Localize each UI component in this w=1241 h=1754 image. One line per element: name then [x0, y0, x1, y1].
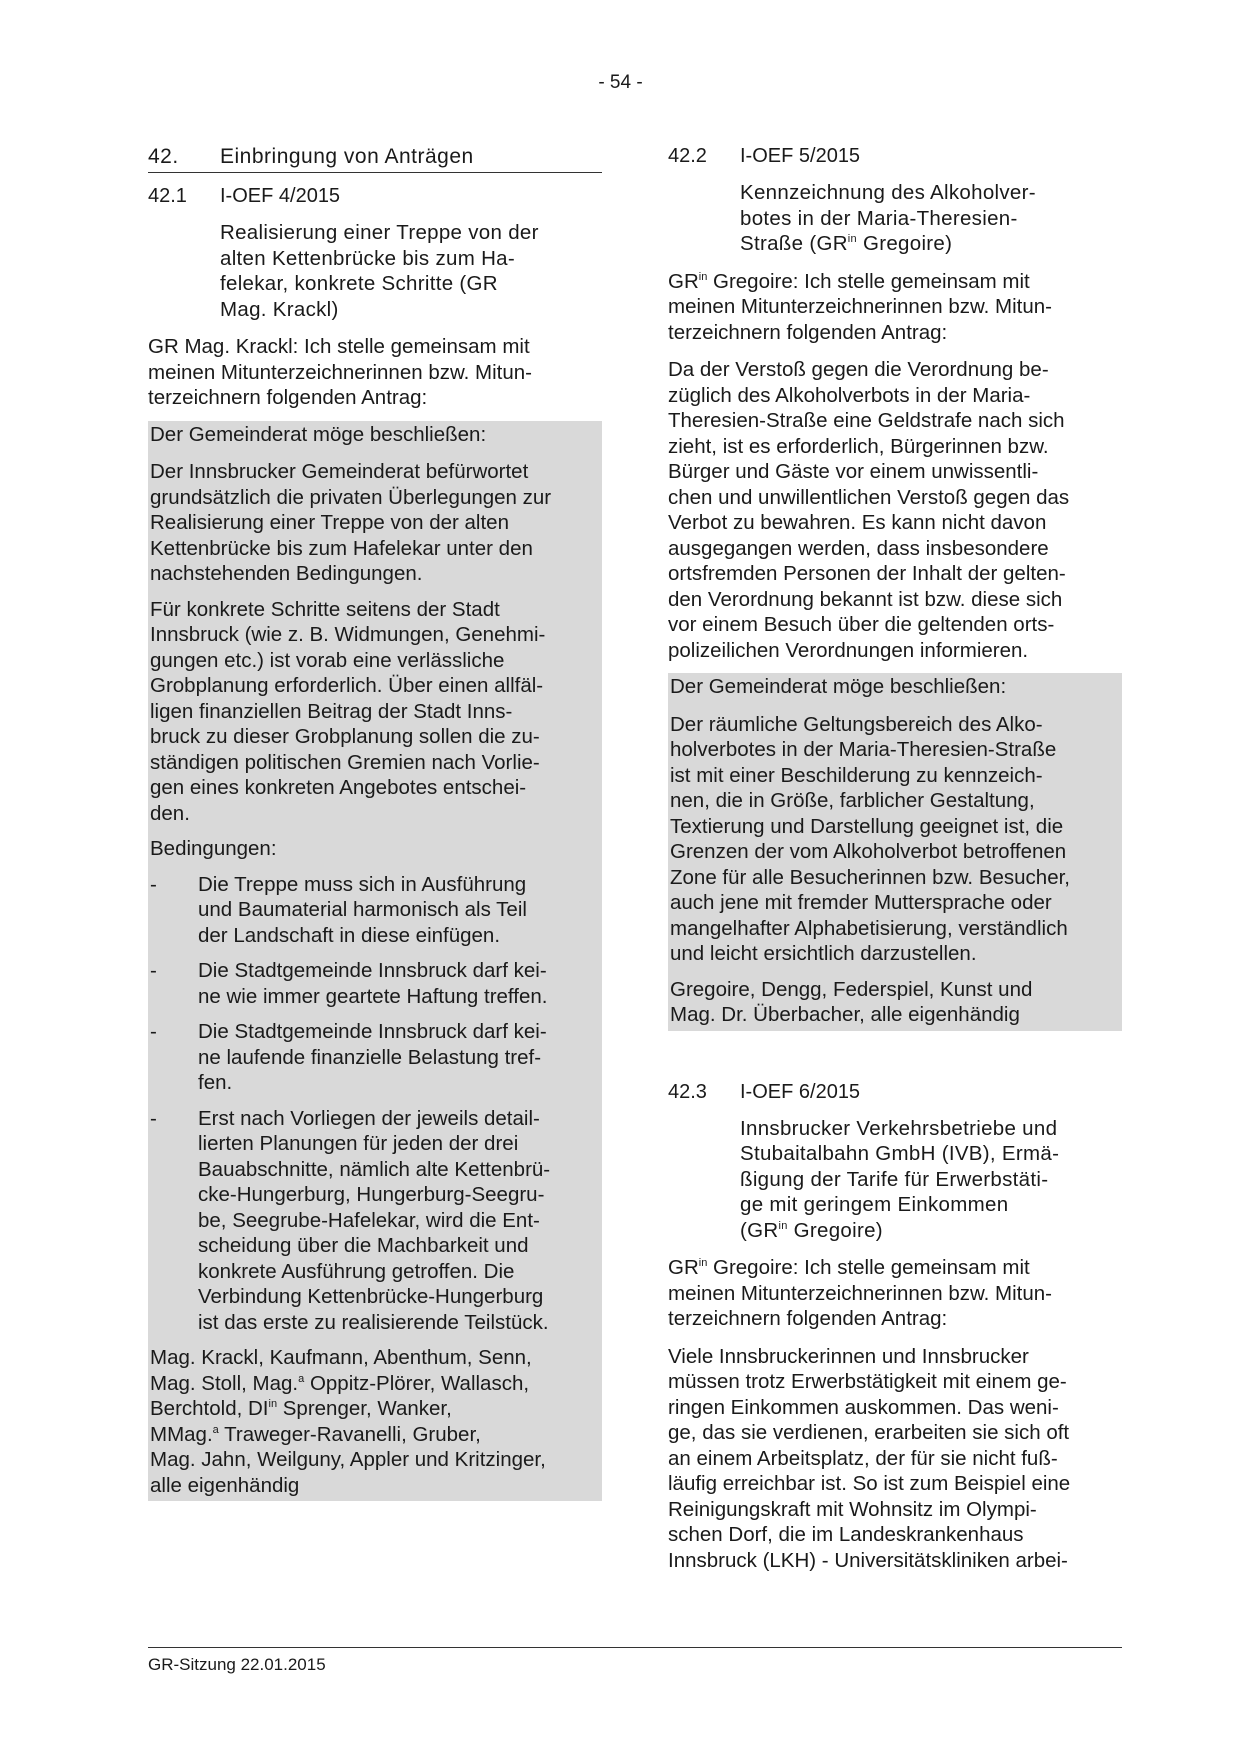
superscript: in [698, 1257, 708, 1270]
text-line: Die Stadtgemeinde Innsbruck darf kei- [198, 1020, 547, 1043]
motion-intro [668, 1255, 1122, 1332]
text-line: terzeichnern folgenden Antrag: [668, 320, 948, 344]
text-line: Erst nach Vorliegen der jeweils detail- [198, 1106, 540, 1130]
text-line: terzeichnern folgenden Antrag: [148, 386, 428, 409]
text-line: und leicht ersichtlich darzustellen. [670, 942, 977, 965]
text-line: felekar, konkrete Schritte (GR [220, 272, 498, 295]
left-column [148, 145, 602, 1501]
text-line: Mag. Krackl) [220, 297, 339, 321]
text-line: Traweger-Ravanelli, Gruber, [218, 1422, 481, 1446]
motion-reasoning [668, 357, 1122, 663]
motion-paragraph [148, 459, 602, 587]
text-line: Der räumliche Geltungsbereich des Alko- [670, 712, 1043, 736]
text-line: ausgegangen werden, dass insbesondere [668, 536, 1049, 560]
condition-item [148, 1019, 602, 1096]
section-title: Einbringung von Anträgen [220, 145, 474, 168]
text-line: gungen etc.) ist vorab eine verlässliche [150, 648, 505, 672]
text-span: Gregoire) [856, 232, 953, 255]
text-line: Sprenger, Wanker, [277, 1397, 452, 1420]
text-line: Die Stadtgemeinde Innsbruck darf kei- [198, 959, 547, 982]
text-line: ge mit geringem Einkommen [740, 1193, 1009, 1216]
item-number: 42.3 [668, 1080, 707, 1103]
item-number: 42.1 [148, 185, 187, 207]
text-line: schen Dorf, die im Landeskrankenhaus [668, 1523, 1024, 1546]
item-subject [740, 1116, 1122, 1244]
text-line: Viele Innsbruckerinnen und Innsbrucker [668, 1344, 1029, 1368]
text-line: Innsbruck (wie z. B. Widmungen, Genehmi- [150, 623, 546, 646]
dash-bullet: - [150, 872, 157, 896]
item-number: 42.2 [668, 145, 707, 167]
text-span: (GR [740, 1218, 779, 1242]
page-number: - 54 - [598, 72, 643, 93]
text-line: ist mit einer Beschilderung zu kennzeich- [670, 763, 1043, 787]
text-line: Bürger und Gäste vor einem unwissentli- [668, 460, 1039, 483]
text-line: Grenzen der vom Alkoholverbot betroffenen [670, 840, 1067, 863]
text-line: Verbindung Kettenbrücke-Hungerburg [198, 1285, 544, 1308]
text-line: gen eines konkreten Angebotes entschei- [150, 776, 527, 799]
conditions-heading: Bedingungen: [150, 837, 277, 860]
text-line: Kettenbrücke bis zum Hafelekar unter den [150, 536, 533, 560]
text-line: Mag. Stoll, Mag. [150, 1371, 299, 1395]
text-line: Gregoire, Dengg, Federspiel, Kunst und [670, 977, 1033, 1001]
text-line: fen. [198, 1071, 233, 1094]
text-line: ßigung der Tarife für Erwerbstäti- [740, 1167, 1049, 1191]
text-line: Oppitz-Plörer, Wallasch, [304, 1371, 530, 1395]
text-line: Innsbruck (LKH) - Universitätskliniken arbei- [668, 1548, 1068, 1572]
footer-session-date: GR-Sitzung 22.01.2015 [148, 1655, 326, 1674]
text-span: Gregoire: Ich stelle gemeinsam mit [707, 269, 1030, 293]
text-line: Grobplanung erforderlich. Über einen allfäl- [150, 674, 544, 697]
text-line: ständigen politischen Gremien nach Vorlie- [150, 750, 540, 774]
text-line: Kennzeichnung des Alkoholver- [740, 181, 1036, 204]
text-line: Die Treppe muss sich in Ausführung [198, 872, 527, 896]
text-line: Für konkrete Schritte seitens der Stadt [150, 597, 500, 621]
text-line: Der Innsbrucker Gemeinderat befürwortet [150, 460, 529, 483]
dash-bullet: - [150, 959, 157, 982]
text-line: Mag. Krackl, Kaufmann, Abenthum, Senn, [150, 1346, 532, 1369]
right-column [668, 145, 1122, 1573]
text-line: nachstehenden Bedingungen. [150, 562, 423, 585]
text-span: GR [668, 1256, 699, 1279]
text-line: Realisierung einer Treppe von der alten [150, 511, 509, 534]
text-line: mangelhafter Alphabetisierung, verständlich [670, 916, 1068, 940]
text-line: meinen Mitunterzeichnerinnen bzw. Mitun- [668, 295, 1052, 318]
motion-paragraph [668, 712, 1122, 967]
superscript: in [268, 1398, 278, 1411]
text-line: zieht, ist es erforderlich, Bürgerinnen bzw. [668, 434, 1049, 458]
section-heading [148, 145, 602, 173]
resolution-heading: Der Gemeinderat möge beschließen: [670, 675, 1007, 698]
text-line: Bauabschnitte, nämlich alte Kettenbrü- [198, 1157, 551, 1181]
text-span: GR [668, 269, 699, 293]
superscript: in [847, 233, 857, 246]
text-line: Theresien-Straße eine Geldstrafe nach sich [668, 409, 1065, 432]
text-line: ge, das sie verdienen, erarbeiten sie sich oft [668, 1421, 1070, 1444]
text-span: Gregoire) [787, 1218, 883, 1242]
text-line: Verbot zu bewahren. Es kann nicht davon [668, 511, 1047, 534]
text-line: nen, die in Größe, farblicher Gestaltung, [670, 789, 1035, 812]
text-line: alle eigenhändig [150, 1473, 300, 1497]
item-subject [220, 220, 602, 322]
section-number: 42. [148, 145, 179, 168]
text-span: Straße (GR [740, 232, 848, 255]
superscript: a [298, 1372, 305, 1385]
text-line: auch jene mit fremder Muttersprache oder [670, 891, 1052, 914]
item-code: I-OEF 4/2015 [220, 185, 341, 207]
text-line: be, Seegrube-Hafelekar, wird die Ent- [198, 1208, 540, 1232]
superscript: a [212, 1423, 219, 1436]
superscript: in [698, 270, 708, 283]
text-line: holverbotes in der Maria-Theresien-Straße [670, 738, 1057, 761]
text-line: Reinigungskraft mit Wohnsitz im Olympi- [668, 1497, 1037, 1521]
item-heading-42-1 [148, 185, 602, 208]
text-line: Zone für alle Besucherinnen bzw. Besucher, [670, 865, 1070, 889]
text-line: lierten Planungen für jeden der drei [198, 1132, 519, 1155]
text-line: züglich des Alkoholverbots in der Maria- [668, 383, 1031, 407]
footer-divider [148, 1647, 1122, 1648]
text-line: ist das erste zu realisierende Teilstück. [198, 1310, 549, 1334]
text-line: alten Kettenbrücke bis zum Ha- [220, 246, 515, 270]
item-heading-42-2 [668, 145, 1122, 168]
text-line: grundsätzlich die privaten Überlegungen zur [150, 485, 552, 509]
text-line: müssen trotz Erwerbstätigkeit mit einem ge- [668, 1370, 1067, 1393]
motion-intro [668, 269, 1122, 346]
text-line: botes in der Maria-Theresien- [740, 206, 1018, 230]
text-line [740, 1218, 1122, 1244]
text-line: MMag. [150, 1422, 213, 1446]
motion-paragraph [148, 597, 602, 827]
text-line: Realisierung einer Treppe von der [220, 221, 539, 244]
text-line: meinen Mitunterzeichnerinnen bzw. Mitun- [148, 360, 532, 384]
text-line: den. [150, 801, 190, 825]
text-line: scheidung über die Machbarkeit und [198, 1234, 529, 1257]
dash-bullet: - [150, 1020, 157, 1043]
item-code: I-OEF 6/2015 [740, 1080, 861, 1103]
motion-text-box [148, 421, 602, 1502]
dash-bullet: - [150, 1106, 157, 1130]
motion-intro [148, 334, 602, 411]
text-span: Gregoire: Ich stelle gemeinsam mit [707, 1256, 1030, 1279]
motion-reasoning [668, 1344, 1122, 1574]
text-line: bruck zu dieser Grobplanung sollen die zu- [150, 725, 540, 748]
condition-item [148, 1106, 602, 1336]
condition-item [148, 872, 602, 949]
text-line: Berchtold, DI [150, 1397, 269, 1420]
text-line: Mag. Dr. Überbacher, alle eigenhändig [670, 1003, 1020, 1026]
text-line: ligen finanziellen Beitrag der Stadt Inns- [150, 699, 513, 723]
text-line: der Landschaft in diese einfügen. [198, 923, 501, 947]
text-line: Textierung und Darstellung geeignet ist, die [670, 814, 1064, 838]
condition-item [148, 958, 602, 1009]
text-line: ringen Einkommen auskommen. Das weni- [668, 1395, 1059, 1419]
text-line: Stubaitalbahn GmbH (IVB), Ermä- [740, 1142, 1060, 1165]
text-line: konkrete Ausführung getroffen. Die [198, 1259, 515, 1283]
text-line: ne wie immer geartete Haftung treffen. [198, 984, 548, 1008]
item-code: I-OEF 5/2015 [740, 145, 861, 167]
text-line: läufig erreichbar ist. So ist zum Beispiel eine [668, 1472, 1071, 1495]
text-line: und Baumaterial harmonisch als Teil [198, 898, 527, 921]
text-line: GR Mag. Krackl: Ich stelle gemeinsam mit [148, 335, 530, 358]
text-line: Mag. Jahn, Weilguny, Appler und Kritzinger, [150, 1448, 546, 1471]
text-line: terzeichnern folgenden Antrag: [668, 1307, 948, 1330]
text-line: ne laufende finanzielle Belastung tref- [198, 1045, 542, 1069]
text-line: ortsfremden Personen der Inhalt der gelten- [668, 562, 1066, 585]
item-heading-42-3 [668, 1081, 1122, 1104]
text-line: polizeilichen Verordnungen informieren. [668, 638, 1029, 662]
text-line: cke-Hungerburg, Hungerburg-Seegru- [198, 1183, 545, 1206]
text-line: meinen Mitunterzeichnerinnen bzw. Mitun- [668, 1281, 1052, 1305]
text-line: chen und unwillentlichen Verstoß gegen das [668, 485, 1070, 509]
motion-text-box [668, 673, 1122, 1031]
superscript: in [778, 1219, 788, 1232]
resolution-heading: Der Gemeinderat möge beschließen: [150, 422, 487, 446]
signers [148, 1345, 602, 1498]
text-line: an einem Arbeitsplatz, der für sie nicht fuß- [668, 1446, 1058, 1470]
text-line: vor einem Besuch über die geltenden orts- [668, 613, 1055, 636]
signers [668, 977, 1122, 1028]
item-subject [740, 180, 1122, 257]
text-line [668, 269, 1122, 295]
text-line [740, 231, 1122, 257]
text-line [668, 1255, 1122, 1281]
text-line: Da der Verstoß gegen die Verordnung be- [668, 358, 1049, 381]
text-line: den Verordnung bekannt ist bzw. diese sich [668, 587, 1063, 611]
text-line: Innsbrucker Verkehrsbetriebe und [740, 1116, 1058, 1140]
